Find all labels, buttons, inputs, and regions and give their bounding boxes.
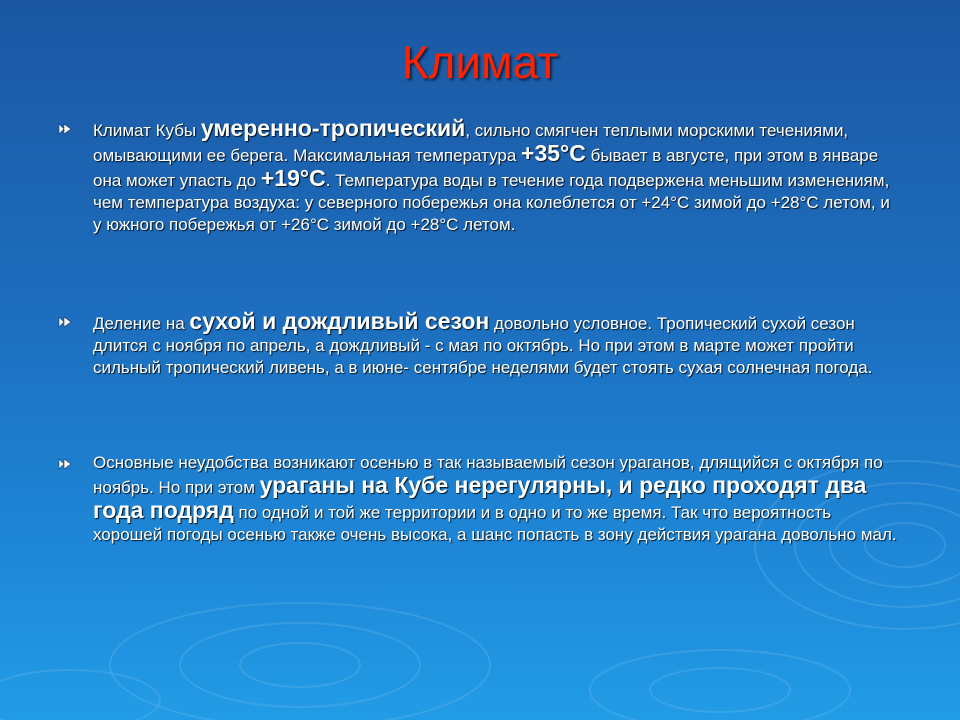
highlight-max-temperature: +35°С (521, 140, 586, 166)
text-segment: . Температура воды в течение года подвержена меньшим изменениям, чем температура воздуха: у северного побережья она колеблется от +24°С зимой до +28°С летом, и у южного побережья от +26°С зимой до +28°С летом. (93, 171, 890, 234)
bullet-text (93, 117, 903, 236)
arrowhead-icon (58, 458, 72, 470)
text-segment: бывает в августе, при этом в январе она может упасть до (93, 146, 879, 190)
highlight-seasons: сухой и дождливый сезон (189, 308, 490, 334)
text-segment: по одной и той же территории и в одно и то же время. Так что вероятность хорошей погоды осенью также очень высока, а шанс попасть в зону действия урагана довольно мал. (93, 503, 897, 544)
highlight-hurricanes: ураганы на Кубе нерегулярны, и редко проходят два года подряд (93, 472, 867, 523)
arrowhead-icon (58, 123, 72, 135)
text-segment: довольно условное. Тропический сухой сезон длится с ноября по апрель, а дождливый - с мая по октябрь. Но при этом в марте может пройти сильный тропический ливень, а в июне- сентябре неделями будет стоять сухая солнечная погода. (93, 314, 873, 377)
text-segment: , сильно смягчен теплыми морскими течениями, омывающими ее берега. Максимальная температура (93, 121, 849, 165)
bullet-hurricanes (58, 452, 908, 546)
highlight-min-temperature: +19°С (260, 165, 326, 191)
bullet-seasons (58, 310, 908, 379)
slide-title: Климат (401, 36, 559, 88)
bullet-text (93, 452, 903, 546)
text-segment: Деление на (93, 314, 190, 333)
text-segment: Климат Кубы (93, 121, 201, 140)
arrowhead-icon (58, 316, 72, 328)
highlight-climate-type: умеренно-тропический (200, 115, 466, 141)
bullet-climate-type (58, 117, 908, 236)
text-segment: Основные неудобства возникают осенью в так называемый сезон ураганов, длящийся с октября по ноябрь. Но при этом (93, 453, 883, 497)
bullet-text (93, 310, 903, 379)
